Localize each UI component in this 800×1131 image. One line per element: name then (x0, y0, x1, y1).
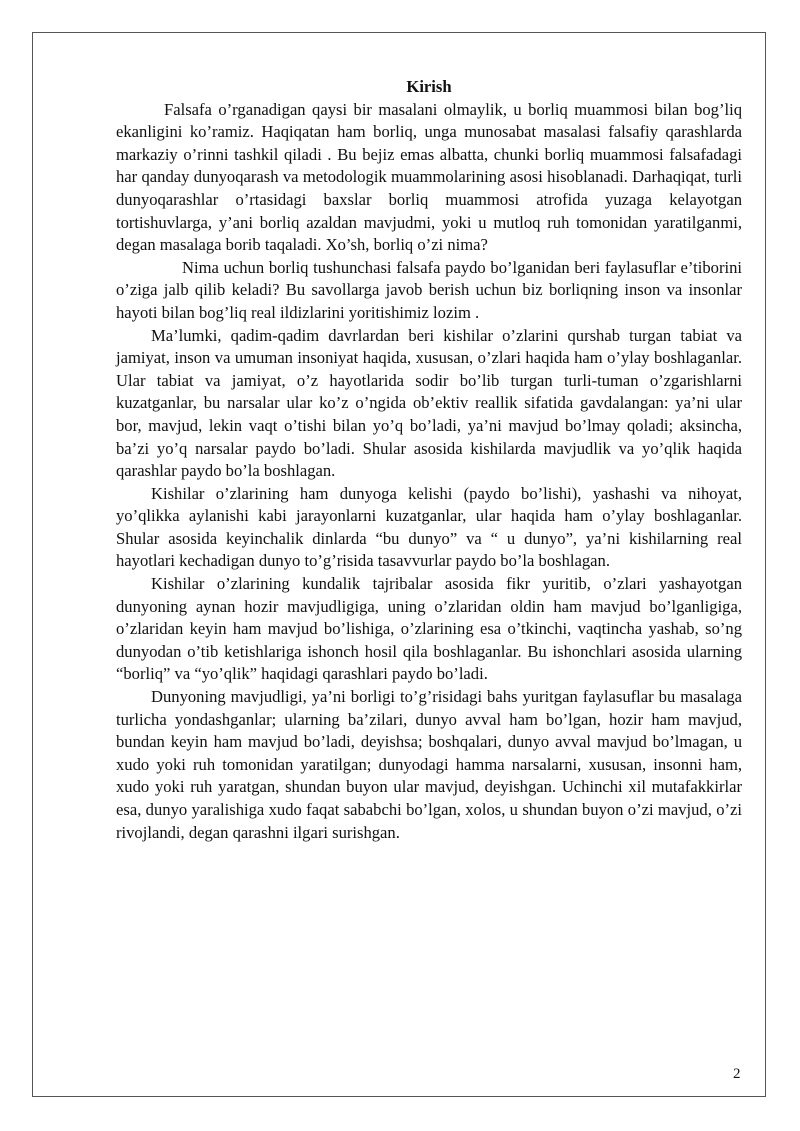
paragraph-1: Falsafa o’rganadigan qaysi bir masalani olmaylik, u borliq muammosi bilan bog’liq ekanligini ko’ramiz. Haqiqatan ham borliq, unga munosabat masalasi falsafiy qarashlarda markaziy o’rinni tashkil qiladi . Bu bejiz emas albatta, chunki borliq muammosi falsafadagi har qanday dunyoqarash va metodologik muammolarining asosi hisoblanadi. Darhaqiqat, turli dunyoqarashlar o’rtasidagi baxslar borliq muammosi atrofida yuzaga kelayotgan tortishuvlarga, y’ani borliq azaldan mavjudmi, yoki u mutloq ruh tomonidan yaratilganmi, degan masalaga borib taqaladi. Xo’sh, borliq o’zi nima? (116, 99, 742, 255)
page-number: 2 (733, 1066, 741, 1082)
paragraph-4: Kishilar o’zlarining ham dunyoga kelishi (paydo bo’lishi), yashashi va nihoyat, yo’qlikka aylanishi kabi jarayonlarni kuzatganlar, ular haqida ham o’ylay boshlaganlar. Shular asosida keyinchalik dinlarda “bu dunyo” va “ u dunyo”, ya’ni kishilarning real hayotlari kechadigan dunyo to’g’risida tasavvurlar paydo bo’la boshlagan. (116, 483, 742, 571)
paragraph-3: Ma’lumki, qadim-qadim davrlardan beri kishilar o’zlarini qurshab turgan tabiat va jamiyat, inson va umuman insoniyat haqida, xususan, o’zlari haqida ham o’ylay boshlaganlar. Ular tabiat va jamiyat, o’z hayotlarida sodir bo’lib turgan turli-tuman o’zgarishlarni kuzatganlar, bu narsalar ular ko’z o’ngida ob’ektiv reallik sifatida gavdalangan: ya’ni ular bor, mavjud, lekin vaqt o’tishi bilan yo’q bo’ladi, ya’ni mavjud bo’lmay qoladi; aksincha, ba’zi yo’q narsalar paydo bo’ladi. Shular asosida kishilarda mavjudlik va yo’qlik haqida qarashlar paydo bo’la boshlagan. (116, 325, 742, 481)
paragraph-6: Dunyoning mavjudligi, ya’ni borligi to’g’risidagi bahs yuritgan faylasuflar bu masalaga turlicha yondashganlar; ularning ba’zilari, dunyo avval ham bo’lgan, hozir ham mavjud, bundan keyin ham mavjud bo’ladi, deyishsa; boshqalari, dunyo avval mavjud bo’lmagan, u xudo yoki ruh tomonidan yaratilgan; dunyodagi hamma narsalarni, xususan, insonni ham, xudo yoki ruh yaratgan, shundan buyon ular mavjud, deyishgan. Uchinchi xil mutafakkirlar esa, dunyo yaralishiga xudo faqat sababchi bo’lgan, xolos, u shundan buyon o’zi mavjud, o’zi rivojlandi, degan qarashni ilgari surishgan. (116, 687, 742, 842)
document-title: Kirish (406, 77, 452, 96)
paragraph-5: Kishilar o’zlarining kundalik tajribalar asosida fikr yuritib, o’zlari yashayotgan dunyoning aynan hozir mavjudligiga, uning o’zlaridan oldin ham mavjud bo’lganligiga, o’zlaridan keyin ham mavjud bo’lishiga, o’zlarining esa o’tkinchi, vaqtincha yashab, so’ng dunyodan o’tib ketishlariga ishonch hosil qila boshlaganlar. Bu ishonchlari asosida ularning “borliq” va “yo’qlik” haqidagi qarashlari paydo bo’ladi. (116, 574, 742, 684)
document-body (116, 76, 742, 844)
paragraph-2: Nima uchun borliq tushunchasi falsafa paydo bo’lganidan beri faylasuflar e’tiborini o’ziga jalb qilib keladi? Bu savollarga javob berish uchun biz borliqning inson va insonlar hayoti bilan bog’liq real ildizlarini yoritishimiz lozim . (116, 257, 742, 322)
